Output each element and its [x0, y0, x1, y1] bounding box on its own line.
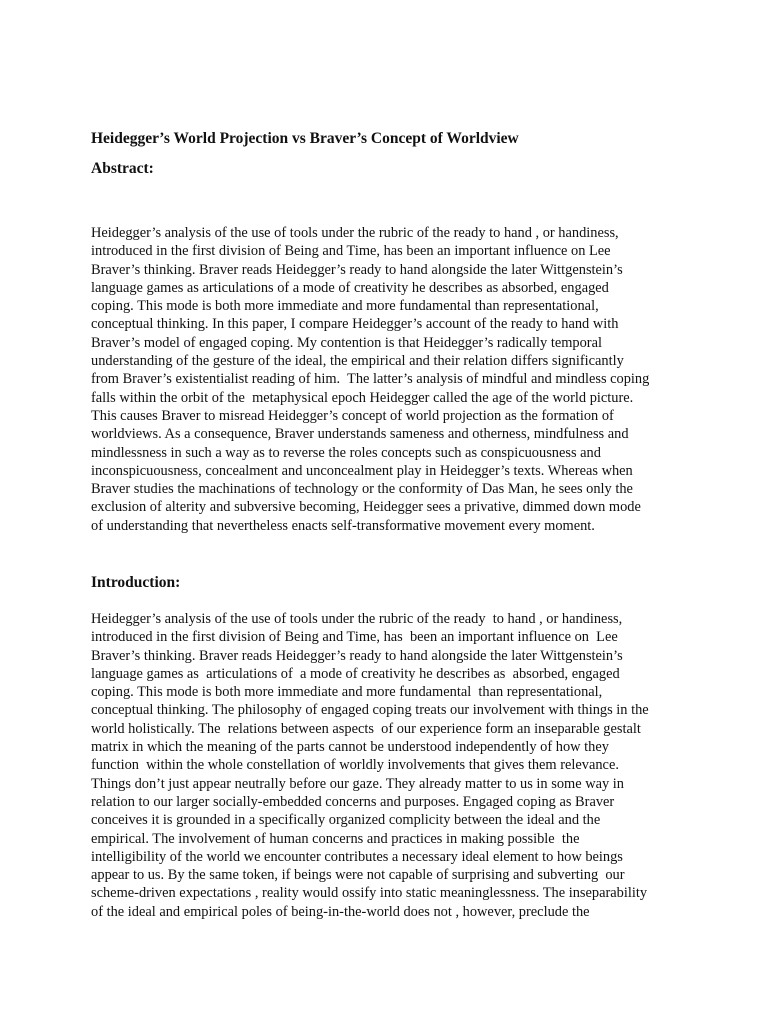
- text-line: empirical. The involvement of human concerns and practices in making possible the: [91, 830, 580, 847]
- text-line: coping. This mode is both more immediate and more fundamental than representational,: [91, 298, 599, 315]
- text-line: coping. This mode is both more immediate and more fundamental than representational,: [91, 684, 603, 701]
- text-line: relation to our larger socially-embedded concerns and purposes. Engaged coping as Braver: [91, 793, 615, 810]
- text-line: Braver’s thinking. Braver reads Heidegger’s ready to hand alongside the later Wittgenstein’s: [91, 261, 623, 278]
- text-line: intelligibility of the world we encounter contributes a necessary ideal element to how beings: [91, 848, 623, 865]
- text-line: from Braver’s existentialist reading of him. The latter’s analysis of mindful and mindless coping: [91, 371, 650, 388]
- text-line: Braver studies the machinations of technology or the conformity of Das Man, he sees only the: [91, 481, 633, 498]
- text-line: function within the whole constellation of worldly involvements that gives them relevance.: [91, 757, 619, 774]
- text-line: of the ideal and empirical poles of being-in-the-world does not , however, preclude the: [91, 903, 590, 920]
- abstract-heading: Abstract:: [91, 160, 154, 177]
- abstract-paragraph: [91, 224, 691, 535]
- text-line: of understanding that nevertheless enacts self-transformative movement every moment.: [91, 517, 595, 534]
- text-line: Heidegger’s analysis of the use of tools under the rubric of the ready to hand , or handiness,: [91, 611, 623, 627]
- text-line: Things don’t just appear neutrally before our gaze. They already matter to us in some way in: [91, 775, 624, 792]
- text-line: scheme-driven expectations , reality would ossify into static meaninglessness. The inseparability: [91, 885, 648, 902]
- paper-title: Heidegger’s World Projection vs Braver’s Concept of Worldview: [91, 130, 519, 147]
- text-line: introduced in the first division of Being and Time, has been an important influence on Lee: [91, 243, 611, 260]
- text-line: Heidegger’s analysis of the use of tools under the rubric of the ready to hand , or handiness,: [91, 225, 619, 241]
- text-line: matrix in which the meaning of the parts cannot be understood independently of how they: [91, 739, 609, 756]
- text-line: introduced in the first division of Being and Time, has been an important influence on Lee: [91, 629, 618, 646]
- text-line: understanding of the gesture of the ideal, the empirical and their relation differs significantly: [91, 353, 624, 370]
- introduction-paragraph: [91, 610, 691, 921]
- text-line: inconspicuousness, concealment and unconcealment play in Heidegger’s texts. Whereas when: [91, 462, 633, 479]
- text-line: mindlessness in such a way as to reverse the roles concepts such as conspicuousness and: [91, 444, 601, 461]
- introduction-heading: Introduction:: [91, 574, 181, 591]
- text-line: language games as articulations of a mode of creativity he describes as absorbed, engaged: [91, 279, 609, 296]
- text-line: worldviews. As a consequence, Braver understands sameness and otherness, mindfulness and: [91, 426, 629, 443]
- text-line: conceives it is grounded in a specifically organized complicity between the ideal and the: [91, 812, 601, 829]
- text-line: conceptual thinking. The philosophy of engaged coping treats our involvement with things in the: [91, 702, 649, 719]
- text-line: appear to us. By the same token, if beings were not capable of surprising and subverting our: [91, 867, 625, 884]
- text-line: language games as articulations of a mode of creativity he describes as absorbed, engaged: [91, 665, 620, 682]
- text-line: exclusion of alterity and subversive becoming, Heidegger sees a privative, dimmed down mode: [91, 499, 641, 516]
- text-line: conceptual thinking. In this paper, I compare Heidegger’s account of the ready to hand with: [91, 316, 619, 333]
- text-line: world holistically. The relations between aspects of our experience form an inseparable gestalt: [91, 720, 641, 737]
- text-line: Braver’s model of engaged coping. My contention is that Heidegger’s radically temporal: [91, 334, 602, 351]
- text-line: Braver’s thinking. Braver reads Heidegger’s ready to hand alongside the later Wittgenstein’s: [91, 647, 623, 664]
- text-line: This causes Braver to misread Heidegger’s concept of world projection as the formation of: [91, 407, 614, 424]
- text-line: falls within the orbit of the metaphysical epoch Heidegger called the age of the world picture.: [91, 389, 634, 406]
